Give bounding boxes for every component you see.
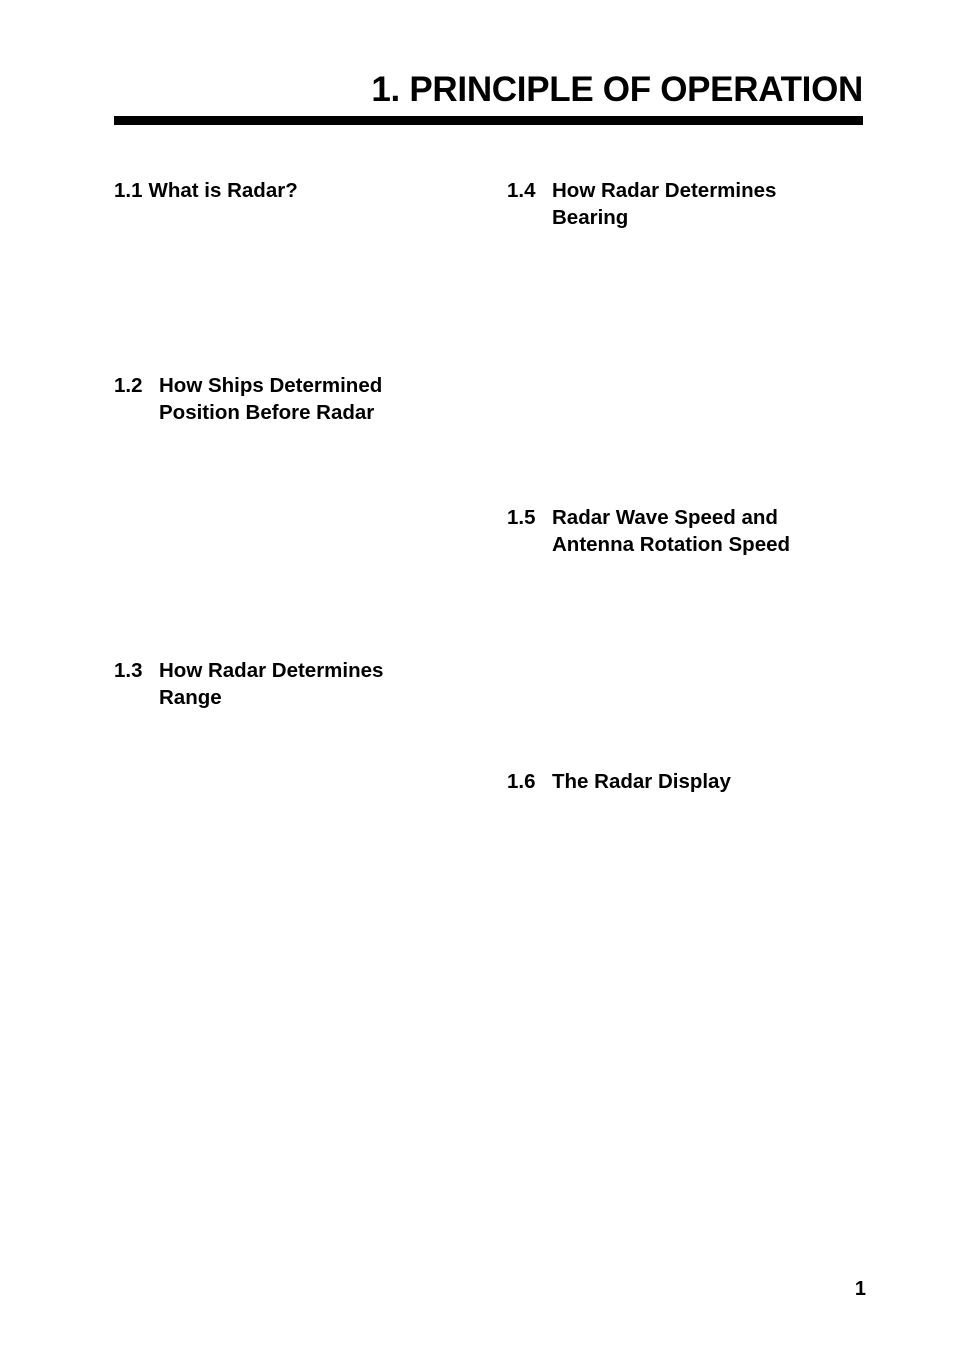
- section-title: What is Radar?: [148, 179, 298, 202]
- title-rule: [114, 116, 863, 125]
- section-title-line-1: Radar Wave Speed and: [552, 506, 778, 529]
- section-heading-1-1: [114, 177, 298, 204]
- section-heading-1-6: [507, 768, 731, 795]
- section-title-line-1: How Radar Determines: [159, 659, 384, 682]
- section-number: 1.2: [114, 374, 143, 397]
- section-heading-1-5: [507, 504, 790, 558]
- section-number: 1.5: [507, 506, 536, 529]
- section-title-line-2: Range: [159, 686, 222, 709]
- page-number: 1: [854, 1278, 866, 1300]
- section-title-line-2: Position Before Radar: [159, 401, 375, 424]
- section-title-line-1: How Ships Determined: [159, 374, 383, 397]
- section-number: 1.3: [114, 659, 143, 682]
- section-title-line-1: How Radar Determines: [552, 179, 777, 202]
- section-number: 1.6: [507, 770, 536, 793]
- chapter-title: 1. PRINCIPLE OF OPERATION: [371, 70, 863, 109]
- section-heading-1-3: [114, 657, 383, 711]
- section-title-line-2: Bearing: [552, 206, 629, 229]
- section-number: 1.4: [507, 179, 536, 202]
- section-heading-1-4: [507, 177, 776, 231]
- section-number: 1.1: [114, 179, 143, 202]
- section-heading-1-2: [114, 372, 382, 426]
- section-title-line-2: Antenna Rotation Speed: [552, 533, 791, 556]
- section-title: The Radar Display: [552, 770, 731, 793]
